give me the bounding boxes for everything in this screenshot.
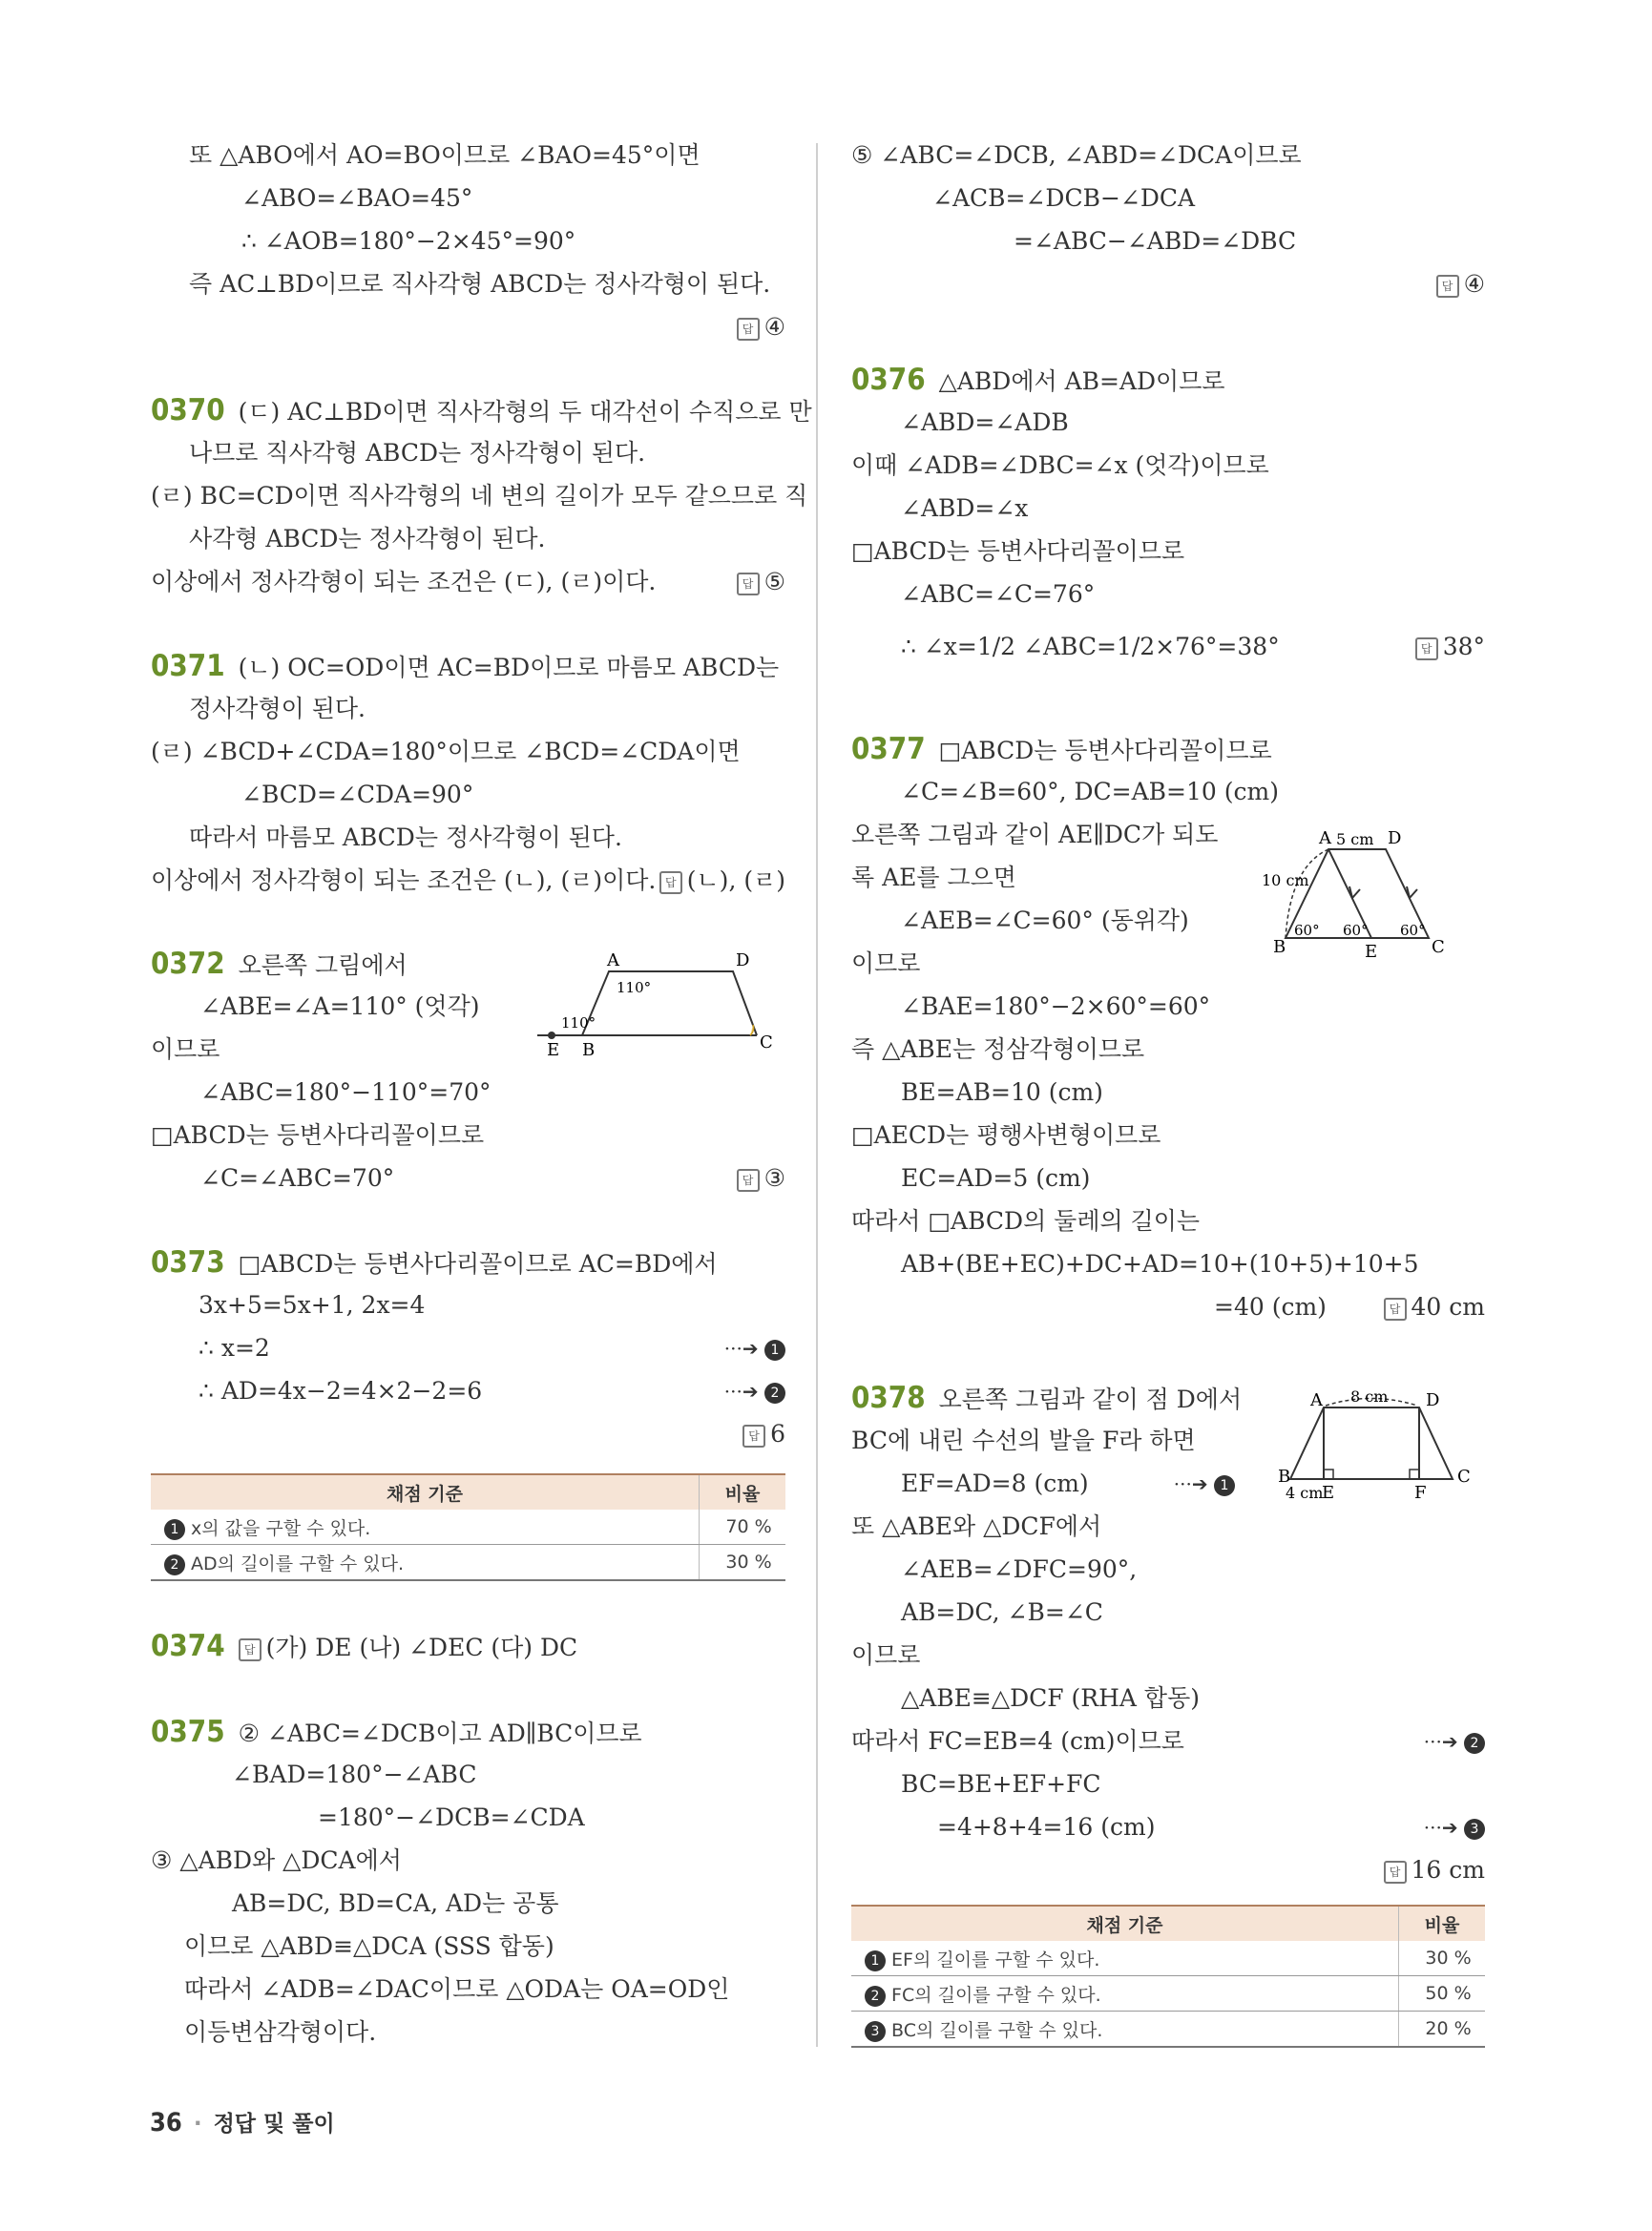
answer-icon: 답 — [1415, 637, 1438, 660]
text-line: 따라서 □ABCD의 둘레의 길이는 — [851, 1207, 1201, 1235]
step-marker-1: ···➔ 1 — [724, 1334, 785, 1363]
problem-number: 0377 — [851, 732, 926, 766]
text-line: ∠ABO=∠BAO=45° — [241, 184, 473, 212]
footer-title: 정답 및 풀이 — [213, 2112, 335, 2137]
step-marker-2: ···➔ 2 — [1424, 1727, 1485, 1756]
answer-icon: 답 — [659, 871, 682, 894]
text-line: EF=AD=8 (cm) — [901, 1470, 1089, 1497]
text-line: EC=AD=5 (cm) — [901, 1164, 1091, 1192]
answer-icon: 답 — [1384, 1298, 1407, 1321]
label-top: 5 cm — [1336, 830, 1374, 848]
problem-0373: 0373 □ABCD는 등변사다리꼴이므로 AC=BD에서 — [151, 1245, 718, 1280]
table-header: 채점 기준 — [851, 1906, 1399, 1941]
text-line: =40 (cm) — [1214, 1293, 1327, 1321]
text-line: AB=DC, ∠B=∠C — [901, 1598, 1103, 1626]
label-b: B — [582, 1040, 596, 1057]
label-e: E — [547, 1040, 560, 1057]
problem-number: 0375 — [151, 1715, 225, 1749]
text-line: 록 AE를 그으면 — [851, 864, 1016, 891]
text-line: 즉 AC⊥BD이므로 직사각형 ABCD는 정사각형이 된다. — [189, 270, 771, 298]
table-row: 2 FC의 길이를 구할 수 있다. 50 % — [851, 1976, 1485, 2012]
angle-label-1: 60° — [1294, 922, 1320, 939]
answer-icon: 답 — [737, 573, 760, 595]
text-line: BC=BE+EF+FC — [901, 1770, 1101, 1798]
text-line: ∠C=∠B=60°, DC=AB=10 (cm) — [901, 778, 1279, 805]
problem-number: 0372 — [151, 947, 225, 981]
text-line: 이므로 — [851, 1641, 921, 1669]
text-line: ∠BAD=180°−∠ABC — [232, 1761, 477, 1788]
label-bottom: 4 cm — [1286, 1484, 1324, 1501]
table-row: 3 BC의 길이를 구할 수 있다. 20 % — [851, 2012, 1485, 2048]
problem-number: 0378 — [851, 1381, 926, 1415]
text-line: ∴ ∠AOB=180°−2×45°=90° — [241, 227, 576, 255]
table-header: 채점 기준 — [151, 1474, 700, 1510]
text-line: 이때 ∠ADB=∠DBC=∠x (엇각)이므로 — [851, 451, 1269, 479]
angle-label-2: 60° — [1343, 922, 1369, 939]
text-line: 3x+5=5x+1, 2x=4 — [199, 1291, 426, 1319]
problem-number: 0373 — [151, 1245, 225, 1280]
text-line: 정사각형이 된다. — [189, 695, 366, 722]
problem-0377: 0377 □ABCD는 등변사다리꼴이므로 — [851, 732, 1272, 766]
step-marker-2: ···➔ 2 — [724, 1377, 785, 1406]
text-line: ∠ABC=180°−110°=70° — [200, 1078, 491, 1106]
trapezoid-figure-0378 — [1266, 1387, 1486, 1501]
trapezoid-abcd — [1290, 1407, 1453, 1479]
label-d: D — [736, 952, 750, 970]
text-line: (ㄹ) ∠BCD+∠CDA=180°이므로 ∠BCD=∠CDA이면 — [151, 738, 741, 765]
answer: 답 ④ — [737, 313, 785, 342]
text-line: BE=AB=10 (cm) — [901, 1078, 1103, 1106]
text-line: 이상에서 정사각형이 되는 조건은 (ㄷ), (ㄹ)이다. — [151, 568, 657, 595]
text-line: =∠ABC−∠ABD=∠DBC — [1014, 227, 1297, 255]
label-a: A — [1310, 1390, 1323, 1410]
label-side: 10 cm — [1262, 871, 1309, 889]
table-header-ratio: 비율 — [700, 1474, 786, 1510]
problem-number: 0374 — [151, 1629, 225, 1663]
table-row: 1 EF의 길이를 구할 수 있다. 30 % — [851, 1941, 1485, 1976]
text-line: ∠C=∠ABC=70° — [200, 1164, 395, 1192]
text-line: BC에 내린 수선의 발을 F라 하면 — [851, 1427, 1196, 1454]
text-line: =180°−∠DCB=∠CDA — [318, 1804, 585, 1831]
text-line: AB=DC, BD=CA, AD는 공통 — [232, 1889, 559, 1917]
problem-0372: 0372 오른쪽 그림에서 — [151, 947, 408, 981]
point-e — [548, 1032, 555, 1039]
problem-0371: 0371 (ㄴ) OC=OD이면 AC=BD이므로 마름모 ABCD는 — [151, 649, 780, 683]
right-angle-f — [1410, 1470, 1419, 1479]
text-line: AB+(BE+EC)+DC+AD=10+(10+5)+10+5 — [901, 1250, 1419, 1278]
text-line: ∠AEB=∠DFC=90°, — [901, 1555, 1138, 1583]
answer-icon: 답 — [239, 1638, 261, 1661]
text-line: ∴ x=2 — [199, 1334, 270, 1362]
answer-icon: 답 — [737, 1169, 760, 1192]
text-line: □AECD는 평행사변형이므로 — [851, 1121, 1161, 1149]
parallel-arrow-dc — [1407, 886, 1417, 898]
angle-label-3: 60° — [1400, 922, 1426, 939]
page-number: 36 — [150, 2108, 182, 2137]
answer: 답 38° — [1415, 633, 1485, 661]
text-line: ∠ACB=∠DCB−∠DCA — [932, 184, 1196, 212]
text-line: ∴ ∠x=1/2 ∠ABC=1/2×76°=38° — [901, 633, 1280, 660]
text-line: 따라서 ∠ADB=∠DAC이므로 △ODA는 OA=OD인 — [184, 1975, 730, 2003]
text-line: △ABE≡△DCF (RHA 합동) — [901, 1684, 1200, 1712]
table-header-ratio: 비율 — [1399, 1906, 1486, 1941]
text-line: 이상에서 정사각형이 되는 조건은 (ㄴ), (ㄹ)이다. — [151, 866, 657, 894]
angle-label-b: 110° — [561, 1014, 596, 1032]
text-line: 이므로 △ABD≡△DCA (SSS 합동) — [184, 1932, 554, 1960]
text-line: 이므로 — [851, 949, 921, 977]
text-line: ∠ABE=∠A=110° (엇각) — [200, 992, 480, 1020]
step-marker-3: ···➔ 3 — [1424, 1813, 1485, 1842]
problem-number: 0371 — [151, 649, 225, 683]
angle-label-top: 110° — [617, 979, 652, 996]
text-line: 또 △ABO에서 AO=BO이므로 ∠BAO=45°이면 — [189, 141, 701, 169]
answer: 답 ⑤ — [737, 568, 785, 596]
answer: 답 16 cm — [1384, 1856, 1485, 1885]
answer: 답 (ㄴ), (ㄹ) — [659, 866, 785, 895]
problem-number: 0376 — [851, 363, 926, 397]
scoring-table-0373 — [151, 1473, 785, 1581]
text-line: 사각형 ABCD는 정사각형이 된다. — [189, 525, 546, 553]
text-line: ∠AEB=∠C=60° (동위각) — [901, 907, 1189, 934]
table-row: 2 AD의 길이를 구할 수 있다. 30 % — [151, 1545, 785, 1581]
problem-0376: 0376 △ABD에서 AB=AD이므로 — [851, 363, 1225, 397]
text-line: ⑤ ∠ABC=∠DCB, ∠ABD=∠DCA이므로 — [851, 141, 1302, 169]
trapezoid-figure-0377 — [1262, 828, 1486, 962]
trapezoid-figure-0372 — [533, 952, 781, 1057]
answer: 답 ④ — [1436, 270, 1485, 299]
answer: 답 40 cm — [1384, 1293, 1485, 1322]
answer-icon: 답 — [742, 1425, 765, 1448]
label-d: D — [1388, 828, 1402, 848]
column-divider — [816, 143, 818, 2047]
label-c: C — [1432, 937, 1445, 957]
text-line: 이므로 — [151, 1035, 220, 1063]
text-line: ∴ AD=4x−2=4×2−2=6 — [199, 1377, 483, 1405]
text-line: 또 △ABE와 △DCF에서 — [851, 1512, 1102, 1540]
text-line: □ABCD는 등변사다리꼴이므로 — [851, 537, 1185, 565]
answer-icon: 답 — [1384, 1861, 1407, 1884]
problem-0370: 0370 (ㄷ) AC⊥BD이면 직사각형의 두 대각선이 수직으로 만 — [151, 393, 812, 427]
answer: 답 ③ — [737, 1164, 785, 1193]
text-line: ∠BAE=180°−2×60°=60° — [901, 992, 1211, 1020]
text-line: ∠ABD=∠ADB — [901, 408, 1069, 436]
label-b: B — [1278, 1467, 1291, 1487]
trapezoid-sides — [582, 971, 757, 1035]
label-a: A — [1319, 828, 1331, 848]
step-marker-1: ···➔ 1 — [1174, 1470, 1235, 1498]
answer-icon: 답 — [1436, 275, 1459, 298]
text-line: 오른쪽 그림과 같이 AE∥DC가 되도 — [851, 821, 1219, 848]
table-row: 1 x의 값을 구할 수 있다. 70 % — [151, 1510, 785, 1545]
label-e: E — [1322, 1483, 1335, 1501]
label-c: C — [1457, 1467, 1471, 1487]
right-angle-e — [1324, 1470, 1333, 1479]
label-f: F — [1414, 1483, 1427, 1501]
problem-0378: 0378 오른쪽 그림과 같이 점 D에서 — [851, 1381, 1243, 1415]
label-d: D — [1426, 1390, 1440, 1410]
label-e: E — [1365, 942, 1378, 962]
text-line: 즉 △ABE는 정삼각형이므로 — [851, 1035, 1145, 1063]
parallel-arrow-ae — [1349, 886, 1360, 898]
scoring-table-0378 — [851, 1905, 1485, 2048]
angle-mark-c — [750, 1025, 754, 1035]
text-line: ∠BCD=∠CDA=90° — [241, 781, 474, 808]
text-line: ∠ABC=∠C=76° — [901, 580, 1096, 608]
text-line: 이등변삼각형이다. — [184, 2018, 377, 2046]
problem-number: 0370 — [151, 393, 225, 427]
text-line: 따라서 FC=EB=4 (cm)이므로 — [851, 1727, 1184, 1755]
label-a: A — [607, 952, 619, 970]
text-line: 나므로 직사각형 ABCD는 정사각형이 된다. — [189, 439, 646, 467]
problem-0374: 0374 답 (가) DE (나) ∠DEC (다) DC — [151, 1629, 578, 1663]
answer: 답 6 — [742, 1420, 785, 1449]
label-top: 8 cm — [1350, 1387, 1389, 1406]
label-c: C — [760, 1032, 773, 1053]
text-line: ③ △ABD와 △DCA에서 — [151, 1846, 402, 1874]
problem-0375: 0375 ② ∠ABC=∠DCB이고 AD∥BC이므로 — [151, 1715, 642, 1749]
text-line: (ㄹ) BC=CD이면 직사각형의 네 변의 길이가 모두 같으므로 직 — [151, 482, 808, 510]
label-b: B — [1273, 937, 1286, 957]
answer-icon: 답 — [737, 318, 760, 341]
text-line: =4+8+4=16 (cm) — [937, 1813, 1156, 1841]
text-line: ∠ABD=∠x — [901, 494, 1029, 522]
page-footer: 36 · 정답 및 풀이 — [150, 2108, 335, 2137]
text-line: 따라서 마름모 ABCD는 정사각형이 된다. — [189, 824, 622, 851]
text-line: □ABCD는 등변사다리꼴이므로 — [151, 1121, 485, 1149]
